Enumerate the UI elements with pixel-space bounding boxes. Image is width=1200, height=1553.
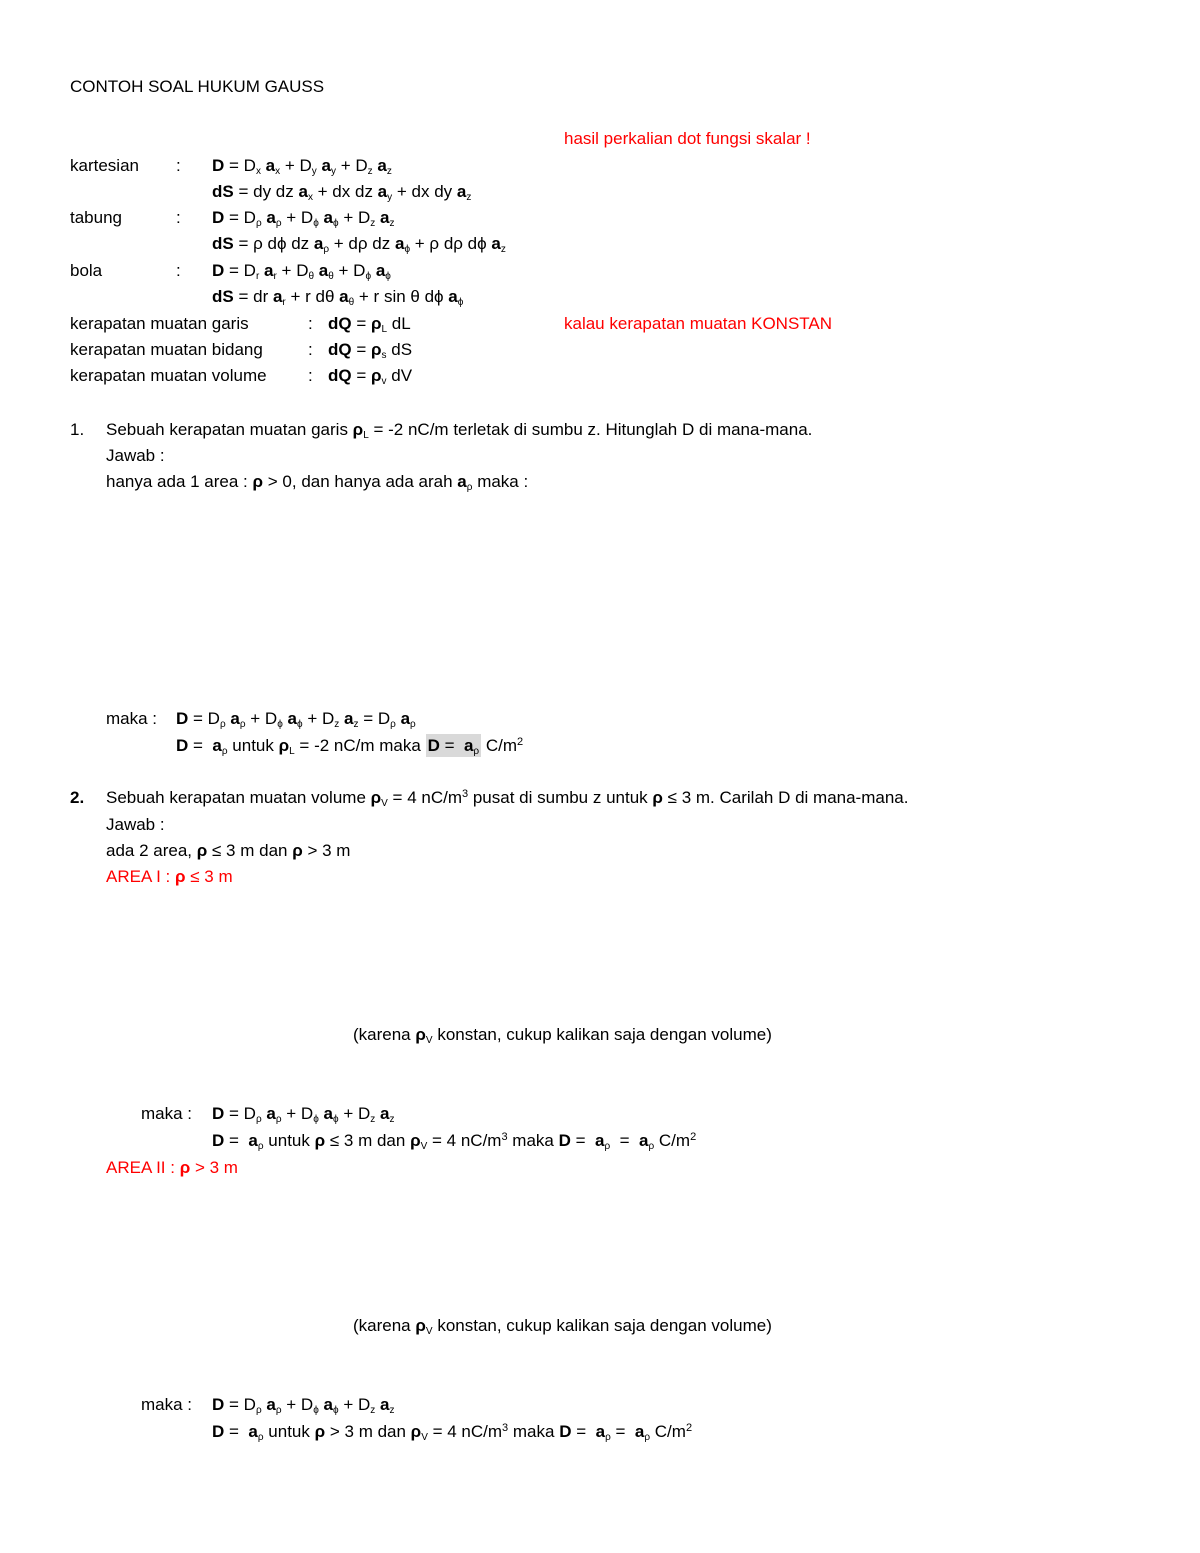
- eq-d-kartesian: $D = D_x$ $a_x + D_y$ $a_y + D_z$ $a_z$: [212, 156, 392, 177]
- note-constant: kalau kerapatan muatan KONSTAN: [564, 314, 833, 333]
- note-dot-product: hasil perkalian dot fungsi skalar !: [564, 129, 811, 148]
- label-bola: bola: [70, 261, 103, 280]
- q2-area1-eq-result: $D = a_\rho$ untuk ρ ≤ 3 m dan $\rho_V = 4$ $nC/m^3$ maka $D = a_\rho = a_\rho$ $C/m^2$: [212, 1131, 697, 1152]
- question-2-text: Sebuah kerapatan muatan volume $\rho_V = 4$ $nC/m^3$ pusat di sumbu z untuk ρ ≤ 3 m. Carilah D di mana-mana.: [106, 788, 909, 809]
- eq-dq-volume: dQ = $\rho_v$ dV: [328, 366, 413, 387]
- q2-maka-label: maka :: [141, 1395, 193, 1414]
- colon: :: [308, 366, 313, 385]
- label-tabung: tabung: [70, 208, 122, 227]
- q1-maka-label: maka :: [106, 709, 158, 728]
- colon: :: [308, 340, 313, 359]
- question-number: 1.: [70, 420, 85, 439]
- eq-dq-line: dQ = $\rho_L$ dL: [328, 314, 411, 335]
- q2-area2-eq-result: $D = a_\rho$ untuk ρ > 3 m dan $\rho_V = 4$ $nC/m^3$ maka $D = a_\rho = a_\rho$ $C/m^2$: [212, 1422, 693, 1443]
- q1-answer-intro: hanya ada 1 area : ρ > 0, dan hanya ada arah $a_\rho$ maka :: [106, 472, 529, 493]
- q1-eq-result: $D = a_\rho$ untuk $\rho_L = -2$ nC/m maka $D = a_\rho$ $C/m^2$: [176, 736, 524, 757]
- eq-ds-kartesian: dS = dy dz $a_x$ + dx dz $a_y$ + dx dy $a_z$: [212, 182, 472, 203]
- colon: :: [308, 314, 313, 333]
- karena-note: (karena $\rho_V$ konstan, cukup kalikan saja dengan volume): [353, 1025, 772, 1046]
- colon: :: [176, 208, 181, 227]
- question-number: 2.: [70, 788, 85, 807]
- colon: :: [176, 261, 181, 280]
- eq-d-bola: $D = D_r$ $a_r + D_\theta$ $a_\theta + D_\phi$ $a_\phi$: [212, 261, 391, 282]
- document-title: CONTOH SOAL HUKUM GAUSS: [70, 77, 325, 96]
- q1-eq-d: $D = D_\rho$ $a_\rho + D_\phi$ $a_\phi + D_z$ $a_z = D_\rho$ $a_\rho$: [176, 709, 416, 730]
- question-1-text: Sebuah kerapatan muatan garis $\rho_L = -2$ nC/m terletak di sumbu z. Hitunglah D di mana-mana.: [106, 420, 813, 441]
- label-density-line: kerapatan muatan garis: [70, 314, 249, 333]
- q2-area2-eq-d: $D = D_\rho$ $a_\rho + D_\phi$ $a_\phi + D_z$ $a_z$: [212, 1395, 395, 1416]
- area-1-heading: AREA I : ρ ≤ 3 m: [106, 867, 233, 886]
- q2-answer-intro: ada 2 area, ρ ≤ 3 m dan ρ > 3 m: [106, 841, 351, 860]
- colon: :: [176, 156, 181, 175]
- q2-area1-eq-d: $D = D_\rho$ $a_\rho + D_\phi$ $a_\phi + D_z$ $a_z$: [212, 1104, 395, 1125]
- label-kartesian: kartesian: [70, 156, 139, 175]
- eq-ds-tabung: dS = ρ dϕ dz $a_\rho + d\rho$ dz $a_\phi + \rho$ dρ dϕ $a_z$: [212, 234, 506, 255]
- label-density-volume: kerapatan muatan volume: [70, 366, 267, 385]
- label-density-surface: kerapatan muatan bidang: [70, 340, 263, 359]
- area-2-heading: AREA II : ρ > 3 m: [106, 1158, 238, 1177]
- answer-label: Jawab :: [106, 446, 165, 465]
- answer-label: Jawab :: [106, 815, 165, 834]
- karena-note: (karena $\rho_V$ konstan, cukup kalikan saja dengan volume): [353, 1316, 772, 1337]
- eq-d-tabung: $D = D_\rho$ $a_\rho + D_\phi$ $a_\phi + D_z$ $a_z$: [212, 208, 395, 229]
- q2-maka-label: maka :: [141, 1104, 193, 1123]
- eq-dq-surface: dQ = $\rho_s$ dS: [328, 340, 413, 361]
- eq-ds-bola: dS = dr $a_r + r$ dθ $a_\theta + r$ sin θ dϕ $a_\phi$: [212, 287, 464, 308]
